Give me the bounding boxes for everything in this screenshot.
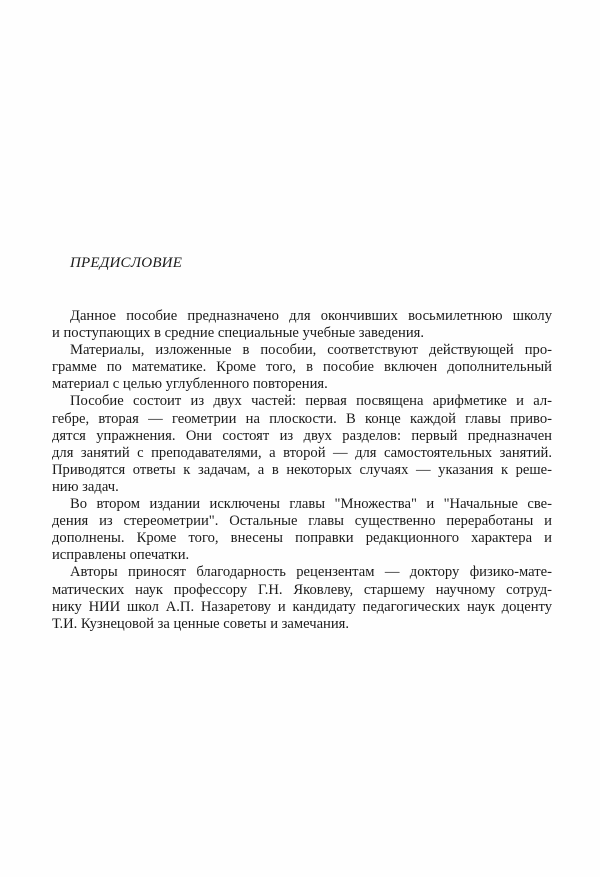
paragraph-2-line-3: материал с целью углубленного повторения. — [52, 376, 328, 393]
paragraph-1-line-1: Данное пособие предназначено для окончивших восьмилетнюю школу — [70, 308, 552, 324]
paragraph-4-line-3: дополнены. Кроме того, внесены поправки редакционного характера и — [52, 530, 552, 547]
paragraph-3-line-1: Пособие состоит из двух частей: первая посвящена арифметике и ал- — [70, 393, 552, 410]
paragraph-3-line-6: нию задач. — [52, 478, 119, 495]
paragraph-3-line-2: гебре, вторая — геометрии на плоскости. В конце каждой главы приво- — [52, 410, 552, 427]
paragraph-5-line-1: Авторы приносят благодарность рецензентам — доктору физико-мате- — [70, 564, 552, 581]
paragraph-2-line-2: грамме по математике. Кроме того, в пособие включен дополнительный — [52, 359, 552, 376]
paragraph-3-line-3: дятся упражнения. Они состоят из двух разделов: первый предназначен — [52, 427, 552, 444]
paragraph-5-line-4: Т.И. Кузнецовой за ценные советы и замечания. — [52, 615, 350, 632]
preface-body — [52, 308, 552, 633]
paragraph-4-line-4: исправлены опечатки. — [52, 547, 190, 564]
paragraph-5-line-3: нику НИИ школ А.П. Назаретову и кандидату педагогических наук доценту — [52, 598, 552, 615]
paragraph-4-line-1: Во втором издании исключены главы "Множества" и "Начальные све- — [70, 496, 552, 513]
paragraph-5-line-2: матических наук профессору Г.Н. Яковлеву, старшему научному сотруд- — [52, 581, 552, 598]
paragraph-2-line-1: Материалы, изложенные в пособии, соответствуют действующей про- — [70, 342, 552, 359]
paragraph-3-line-4: для занятий с преподавателями, а второй — для самостоятельных занятий. — [52, 444, 552, 461]
paragraph-4-line-2: дения из стереометрии". Остальные главы существенно переработаны и — [52, 513, 552, 530]
paragraph-3-line-5: Приводятся ответы к задачам, а в некоторых случаях — указания к реше- — [52, 461, 552, 478]
paragraph-1-line-2: и поступающих в средние специальные учебные заведения. — [52, 325, 425, 342]
section-heading: ПРЕДИСЛОВИЕ — [70, 255, 183, 271]
